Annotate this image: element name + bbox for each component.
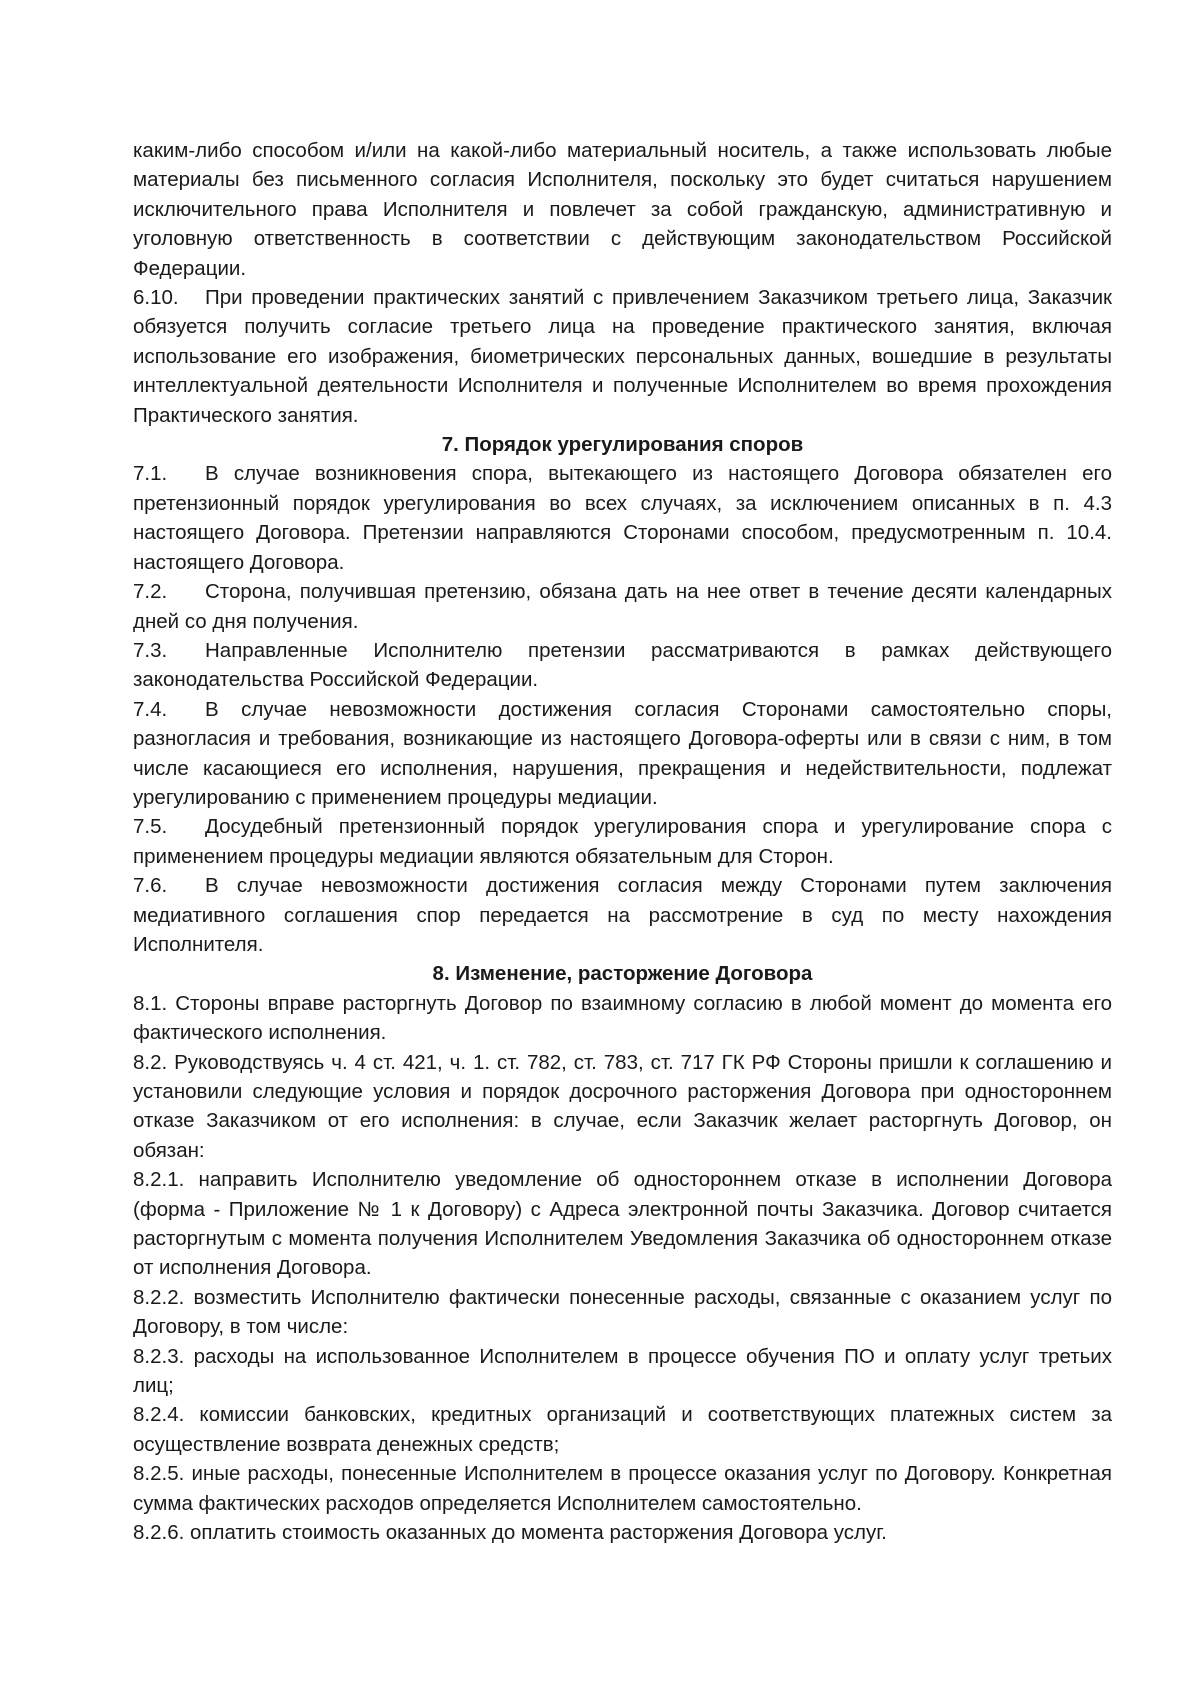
clause-number: 7.3. [133, 638, 168, 662]
paragraph-8-2-6: 8.2.6. оплатить стоимость оказанных до момента расторжения Договора услуг. [133, 1521, 887, 1545]
paragraph-7-3 [133, 636, 1112, 695]
clause-number: 7.5. [133, 815, 168, 839]
clause-number: 7.2. [133, 580, 168, 604]
paragraph-text: Досудебный претензионный порядок урегулирования спора и урегулирование спора с применением процедуры медиации являются обязательным для Сторон. [133, 815, 1112, 868]
paragraph-text: В случае невозможности достижения согласия между Сторонами путем заключения медиативного соглашения спор передается на рассмотрение в суд по месту нахождения Исполнителя. [133, 874, 1112, 956]
paragraph-7-4 [133, 695, 1112, 813]
clause-number: 7.4. [133, 697, 168, 721]
paragraph-text: В случае невозможности достижения согласия Сторонами самостоятельно споры, разногласия и требования, возникающие из настоящего Договора-оферты или в связи с ним, в том числе касающиеся его исполнения, нарушения, прекращения и недействительности, подлежат урегулированию с применением процедуры медиации. [133, 697, 1112, 809]
section-heading-7: 7. Порядок урегулирования споров [441, 433, 804, 457]
paragraph-text: Направленные Исполнителю претензии рассматриваются в рамках действующего законодательства Российской Федерации. [133, 638, 1112, 692]
paragraph-8-2-4: 8.2.4. комиссии банковских, кредитных организаций и соответствующих платежных систем за осуществление возврата денежных средств; [133, 1403, 1112, 1456]
paragraph-6-10 [133, 283, 1112, 430]
clause-number: 6.10. [133, 286, 179, 310]
paragraph-7-2 [133, 577, 1112, 636]
paragraph-text: каким-либо способом и/или на какой-либо материальный носитель, а также использовать любые материалы без письменного согласия Исполнителя, поскольку это будет считаться нарушением исключительного права Исполнителя и повлечет за собой гражданскую, административную и уголовную ответственность в соответствии с действующим законодательством Российской Федерации. [133, 139, 1112, 280]
document-page [133, 136, 1112, 1548]
paragraph-8-1: 8.1. Стороны вправе расторгнуть Договор по взаимному согласию в любой момент до момента его фактического исполнения. [133, 991, 1112, 1045]
clause-number: 7.6. [133, 874, 168, 898]
paragraph-7-5 [133, 812, 1112, 871]
paragraph-text: При проведении практических занятий с привлечением Заказчиком третьего лица, Заказчик обязуется получить согласие третьего лица на проведение практического занятия, включая использование его изображения, биометрических персональных данных, вошедшие в результаты интеллектуальной деятельности Исполнителя и полученные Исполнителем во время прохождения Практического занятия. [133, 286, 1112, 427]
paragraph-text: В случае возникновения спора, вытекающего из настоящего Договора обязателен его претензионный порядок урегулирования во всех случаях, за исключением описанных в п. 4.3 настоящего Договора. Претензии направляются Сторонами способом, предусмотренным п. 10.4. настоящего Договора. [133, 462, 1112, 574]
clause-number: 7.1. [133, 462, 168, 486]
paragraph-8-2-1: 8.2.1. направить Исполнителю уведомление об одностороннем отказе в исполнении Договора (форма - Приложение № 1 к Договору) с Адреса электронной почты Заказчика. Договор считается расторгнутым с момента получения Исполнителем Уведомления Заказчика об одностороннем отказе от исполнения Договора. [133, 1168, 1112, 1280]
paragraph-6-9-continuation [133, 136, 1112, 283]
section-heading-8: 8. Изменение, расторжение Договора [432, 962, 813, 986]
paragraph-8-2: 8.2. Руководствуясь ч. 4 ст. 421, ч. 1. ст. 782, ст. 783, ст. 717 ГК РФ Стороны пришли к соглашению и установили следующие условия и порядок досрочного расторжения Договора при одностороннем отказе Заказчиком от его исполнения: в случае, если Заказчик желает расторгнуть Договор, он обязан: [133, 1050, 1112, 1162]
paragraph-8-2-5: 8.2.5. иные расходы, понесенные Исполнителем в процессе оказания услуг по Договору. Конкретная сумма фактических расходов определяется Исполнителем самостоятельно. [133, 1462, 1112, 1515]
paragraph-text: Сторона, получившая претензию, обязана дать на нее ответ в течение десяти календарных дней со дня получения. [133, 580, 1112, 633]
paragraph-7-6 [133, 871, 1112, 959]
paragraph-7-1 [133, 459, 1112, 577]
paragraph-8-2-3: 8.2.3. расходы на использованное Исполнителем в процессе обучения ПО и оплату услуг третьих лиц; [133, 1344, 1112, 1398]
paragraph-8-2-2: 8.2.2. возместить Исполнителю фактически понесенные расходы, связанные с оказанием услуг по Договору, в том числе: [133, 1285, 1112, 1339]
